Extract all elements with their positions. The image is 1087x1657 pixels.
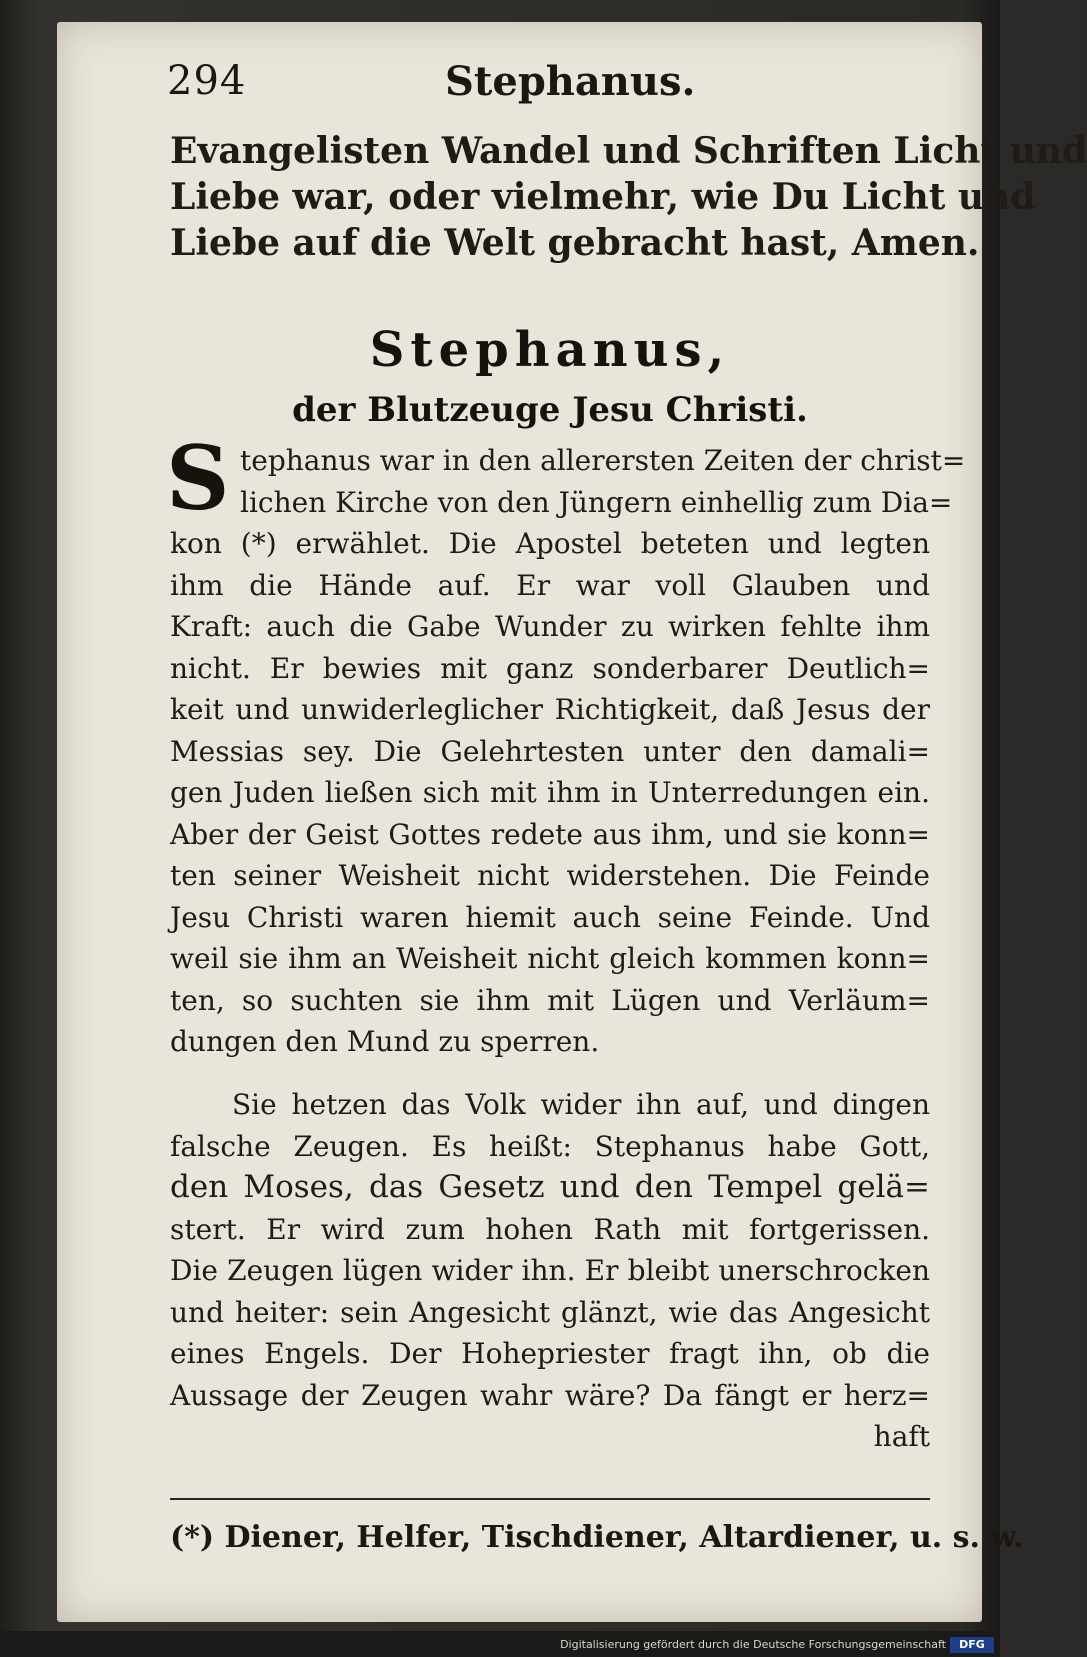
text-line: Kraft: auch die Gabe Wunder zu wirken fehlte ihm [170,610,930,643]
funding-credit: Digitalisierung gefördert durch die Deutsche Forschungsgemeinschaft [560,1638,946,1651]
text-line: falsche Zeugen. Es heißt: Stephanus habe Gott, [170,1129,930,1163]
section-subtitle: der Blutzeuge Jesu Christi. [292,390,808,430]
footer-bar [0,1631,1000,1657]
text-line: Die Zeugen lügen wider ihn. Er bleibt unerschrocken [170,1254,930,1287]
dfg-logo: DFG [950,1637,994,1653]
running-head: Stephanus. [445,58,696,105]
paragraph-2 [170,1084,930,1458]
text-line: gen Juden ließen sich mit ihm in Unterredungen ein. [170,776,930,809]
page-number: 294 [167,58,247,104]
text-line: lichen Kirche von den Jüngern einhellig zum Dia= [240,485,953,519]
text-line: nicht. Er bewies mit ganz sonderbarer Deutlich= [170,651,930,685]
intro-text [170,128,1087,266]
text-line: Aussage der Zeugen wahr wäre? Da fängt er herz= [170,1378,930,1412]
text-line: kon (*) erwählet. Die Apostel beteten und legten [170,527,930,560]
text-line: ten, so suchten sie ihm mit Lügen und Verläum= [170,983,930,1017]
paragraph-1 [166,426,966,1063]
text-line: Evangelisten Wandel und Schriften Licht und [170,130,1087,172]
catchword: haft [873,1420,930,1453]
text-line: ten seiner Weisheit nicht widerstehen. Die Feinde [170,859,930,892]
text-line: stert. Er wird zum hohen Rath mit fortgerissen. [170,1212,930,1246]
footnote: (*) Diener, Helfer, Tischdiener, Altardiener, u. s. w. [170,1520,1024,1555]
text-line: Sie hetzen das Volk wider ihn auf, und dingen [232,1088,930,1121]
section-title: Stephanus, [369,322,731,378]
text-line: den Moses, das Gesetz und den Tempel gelä= [170,1169,930,1205]
footnote-rule [170,1498,930,1500]
text-line: keit und unwiderleglicher Richtigkeit, daß Jesus der [170,693,930,726]
text-line: und heiter: sein Angesicht glänzt, wie das Angesicht [170,1295,930,1329]
text-line: Aber der Geist Gottes redete aus ihm, und sie konn= [170,817,930,851]
text-line: Liebe war, oder vielmehr, wie Du Licht und [170,176,1036,218]
text-line: weil sie ihm an Weisheit nicht gleich kommen konn= [170,942,930,975]
text-line: eines Engels. Der Hohepriester fragt ihn, ob die [170,1337,930,1370]
text-line: ihm die Hände auf. Er war voll Glauben und [170,568,930,602]
page-header [115,50,935,110]
text-line: dungen den Mund zu sperren. [170,1025,600,1058]
text-line: tephanus war in den allerersten Zeiten der christ= [240,444,966,477]
text-line: Jesu Christi waren hiemit auch seine Feinde. Und [170,900,930,934]
text-line: Liebe auf die Welt gebracht hast, Amen. [170,222,980,264]
text-line: Messias sey. Die Gelehrtesten unter den damali= [170,734,930,768]
drop-cap: S [166,426,230,530]
